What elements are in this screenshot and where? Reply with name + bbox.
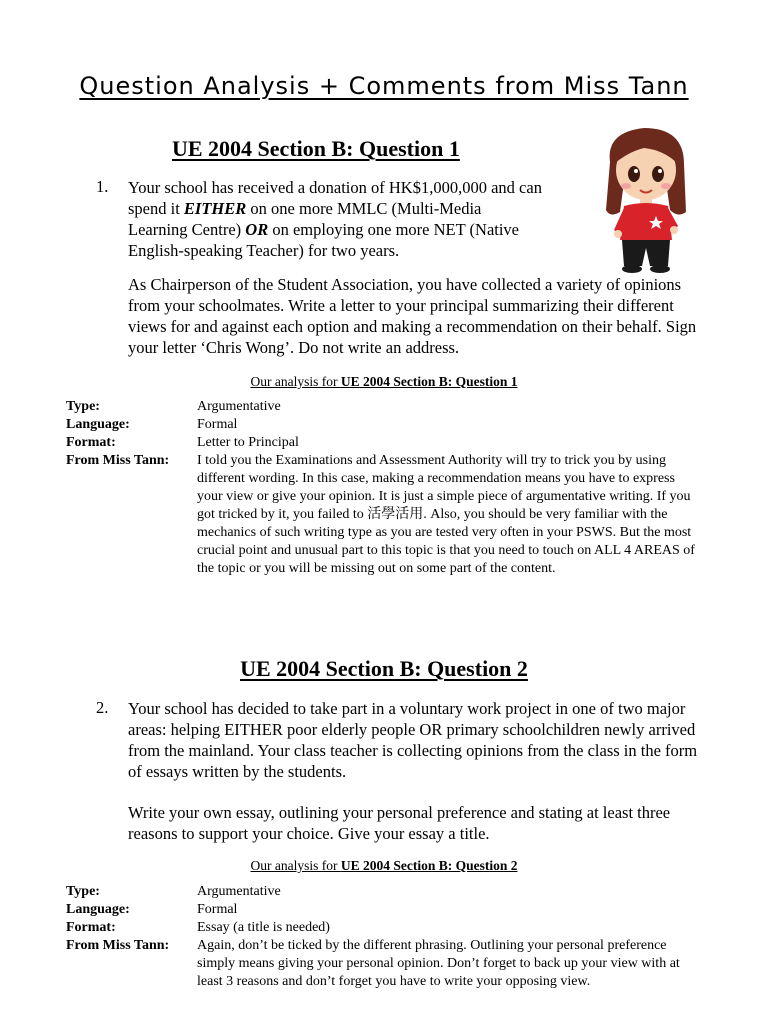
question-2-number: 2. [96, 698, 109, 717]
question-2-analysis-title: Our analysis for UE 2004 Section B: Question 2 [250, 858, 518, 873]
page-title: Question Analysis + Comments from Miss Tann [79, 72, 689, 100]
analysis-label: From Miss Tann: [66, 938, 170, 953]
question-1-analysis-title: Our analysis for UE 2004 Section B: Question 1 [250, 374, 518, 389]
question-1-paragraph-1: Your school has received a donation of HK$1,000,000 and can spend it EITHER on one more MMLC (Multi-Media Learning Centre) OR on employing one more NET (Native English-speaking Teacher) for two years. [128, 178, 542, 260]
analysis-value: Essay (a title is needed) [197, 920, 330, 935]
analysis-value: Again, don’t be ticked by the different phrasing. Outlining your personal preference simply means giving your personal opinion. Don’t forget to back up your view with at least 3 reasons and don’t forget you have to write your opposing view. [197, 938, 680, 989]
analysis-value: Formal [197, 417, 238, 432]
question-2-analysis-table [66, 883, 706, 991]
analysis-row-format [66, 434, 706, 452]
analysis-row-language [66, 901, 706, 919]
question-1-analysis-table [66, 398, 706, 578]
analysis-row-comment [66, 452, 706, 578]
teacher-avatar-illustration [592, 122, 700, 274]
question-1-heading: UE 2004 Section B: Question 1 [172, 136, 460, 161]
analysis-label: Type: [66, 399, 100, 414]
analysis-label: Type: [66, 884, 100, 899]
or-emphasis: OR [245, 220, 269, 239]
analysis-label: Format: [66, 435, 116, 450]
analysis-value: Argumentative [197, 399, 281, 414]
analysis-row-type [66, 883, 706, 901]
analysis-value: Argumentative [197, 884, 281, 899]
analysis-row-language [66, 416, 706, 434]
analysis-label: Language: [66, 417, 130, 432]
analysis-label: Language: [66, 902, 130, 917]
analysis-value: Letter to Principal [197, 435, 299, 450]
analysis-label: Format: [66, 920, 116, 935]
question-1-number: 1. [96, 177, 109, 196]
analysis-value: Formal [197, 902, 238, 917]
question-1-paragraph-2: As Chairperson of the Student Association, you have collected a variety of opinions from your schoolmates. Write a letter to your principal summarizing their different views for and against each option and making a recommendation on their behalf. Sign your letter ‘Chris Wong’. Do not write an address. [128, 275, 697, 357]
question-2-paragraph-1: Your school has decided to take part in a voluntary work project in one of two major areas: helping EITHER poor elderly people OR primary schoolchildren newly arrived from the mainland. Your class teacher is collecting opinions from the class in the form of essays written by the students. [128, 699, 698, 781]
analysis-row-format [66, 919, 706, 937]
question-2-heading: UE 2004 Section B: Question 2 [240, 656, 528, 681]
analysis-row-type [66, 398, 706, 416]
analysis-value: I told you the Examinations and Assessment Authority will try to trick you by using different wording. In this case, making a recommendation means you have to express your view or give your opinion. It is just a simple piece of argumentative writing. If you got tricked by it, you failed to 活學活用. Also, you should be very familiar with the mechanics of such writing type as you are tested very often in your PSWS. But the most crucial point and unusual part to this topic is that you need to touch on ALL 4 AREAS of the topic or you will be missing out on some part of the content. [197, 453, 695, 576]
either-emphasis: EITHER [183, 199, 247, 218]
question-2-paragraph-2: Write your own essay, outlining your personal preference and stating at least three reasons to support your choice. Give your essay a title. [128, 803, 671, 843]
analysis-row-comment [66, 937, 706, 991]
analysis-label: From Miss Tann: [66, 453, 170, 468]
